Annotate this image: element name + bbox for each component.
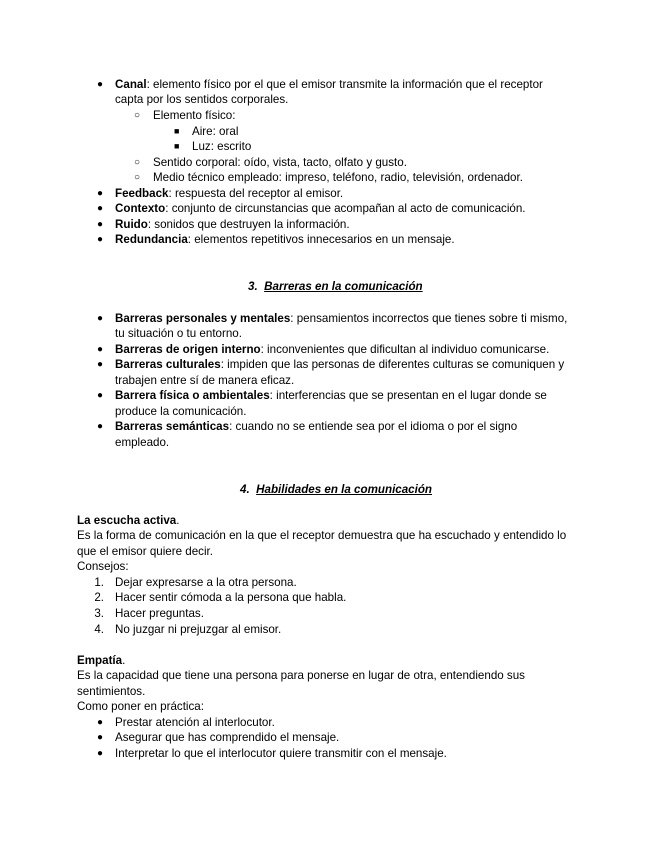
list-item-barreras-personales xyxy=(115,311,567,327)
bullet-icon: ● xyxy=(97,79,104,90)
list-item-feedback xyxy=(115,186,343,202)
list-item: Prestar atención al interlocutor. xyxy=(115,716,275,729)
numbered-item: Hacer sentir cómoda a la persona que habla. xyxy=(115,591,347,604)
list-number: 1. xyxy=(94,576,104,589)
list-number: 4. xyxy=(94,623,104,636)
term: Ruido xyxy=(115,218,148,231)
numbered-item: Dejar expresarse a la otra persona. xyxy=(115,576,297,589)
list-item-barrera-fisica xyxy=(115,388,547,404)
paragraph-line: sentimientos. xyxy=(77,685,146,698)
bullet-icon: ● xyxy=(97,234,104,245)
bullet-icon: ● xyxy=(97,313,104,324)
numbered-item: No juzgar ni prejuzgar al emisor. xyxy=(115,623,282,636)
circle-bullet-icon: ○ xyxy=(134,172,141,183)
section-title: Barreras en la comunicación xyxy=(264,280,423,293)
square-bullet-icon: ■ xyxy=(174,126,180,136)
term: Barrera física o ambientales xyxy=(115,389,270,402)
section-title: Habilidades en la comunicación xyxy=(256,483,433,496)
definition: : pensamientos incorrectos que tienes sobre ti mismo, xyxy=(290,312,568,325)
section-4-heading xyxy=(240,482,432,498)
list-item-continuation: empleado. xyxy=(115,436,170,449)
practica-label: Como poner en práctica: xyxy=(77,700,204,713)
subheading-text: La escucha activa xyxy=(77,514,177,527)
subheading-empatia xyxy=(77,653,125,669)
bullet-icon: ● xyxy=(97,344,104,355)
sub-item-sentido-corporal: Sentido corporal: oído, vista, tacto, olfato y gusto. xyxy=(153,156,407,169)
list-item-canal-continuation: capta por los sentidos corporales. xyxy=(115,93,289,106)
circle-bullet-icon: ○ xyxy=(134,157,141,168)
bullet-icon: ● xyxy=(97,203,104,214)
sub-sub-item-luz: Luz: escrito xyxy=(192,140,252,153)
consejos-label: Consejos: xyxy=(77,560,129,573)
square-bullet-icon: ■ xyxy=(174,141,180,151)
term: Barreras semánticas xyxy=(115,420,230,433)
list-number: 2. xyxy=(94,591,104,604)
definition: : conjunto de circunstancias que acompañan al acto de comunicación. xyxy=(165,202,526,215)
paragraph-line: que el emisor quiere decir. xyxy=(77,545,213,558)
list-item-barreras-culturales xyxy=(115,357,564,373)
paragraph-line: Es la capacidad que tiene una persona para ponerse en lugar de otra, entendiendo sus xyxy=(77,669,525,682)
definition: : cuando no se entiende sea por el idioma o por el signo xyxy=(229,420,518,433)
bullet-icon: ● xyxy=(97,390,104,401)
subheading-dot: . xyxy=(176,514,180,527)
list-number: 3. xyxy=(94,607,104,620)
term: Redundancia xyxy=(115,233,188,246)
subheading-text: Empatía xyxy=(77,654,123,667)
term: Barreras culturales xyxy=(115,358,221,371)
section-3-heading xyxy=(248,279,423,295)
numbered-item: Hacer preguntas. xyxy=(115,607,204,620)
bullet-icon: ● xyxy=(97,717,104,728)
subheading-escucha-activa xyxy=(77,513,179,529)
definition: : sonidos que destruyen la información. xyxy=(147,218,350,231)
term: Barreras personales y mentales xyxy=(115,312,291,325)
term: Canal xyxy=(115,78,147,91)
paragraph-line: Es la forma de comunicación en la que el receptor demuestra que ha escuchado y entendido lo xyxy=(77,529,567,542)
list-item-barreras-origen-interno xyxy=(115,342,549,358)
list-item-ruido xyxy=(115,217,350,233)
bullet-icon: ● xyxy=(97,748,104,759)
bullet-icon: ● xyxy=(97,188,104,199)
definition: : inconvenientes que dificultan al individuo comunicarse. xyxy=(260,343,550,356)
definition: : elementos repetitivos innecesarios en un mensaje. xyxy=(187,233,455,246)
list-item-contexto xyxy=(115,201,526,217)
subheading-dot: . xyxy=(122,654,126,667)
sub-sub-item-aire: Aire: oral xyxy=(192,125,239,138)
list-item-barreras-semanticas xyxy=(115,419,517,435)
section-number: 3. xyxy=(248,280,258,293)
bullet-icon: ● xyxy=(97,219,104,230)
definition: : interferencias que se presentan en el lugar donde se xyxy=(269,389,547,402)
bullet-icon: ● xyxy=(97,732,104,743)
sub-item-medio-tecnico: Medio técnico empleado: impreso, teléfono, radio, televisión, ordenador. xyxy=(153,171,523,184)
term: Contexto xyxy=(115,202,166,215)
list-item-redundancia xyxy=(115,232,455,248)
definition: : elemento físico por el que el emisor transmite la información que el receptor xyxy=(146,78,543,91)
list-item: Interpretar lo que el interlocutor quiere transmitir con el mensaje. xyxy=(115,747,447,760)
section-number: 4. xyxy=(240,483,250,496)
sub-item-elemento-fisico: Elemento físico: xyxy=(153,109,236,122)
bullet-icon: ● xyxy=(97,359,104,370)
definition: : impiden que las personas de diferentes culturas se comuniquen y xyxy=(220,358,565,371)
term: Feedback xyxy=(115,187,169,200)
list-item-canal xyxy=(115,77,543,93)
term: Barreras de origen interno xyxy=(115,343,261,356)
list-item-continuation: trabajen entre sí de manera eficaz. xyxy=(115,374,295,387)
definition: : respuesta del receptor al emisor. xyxy=(168,187,344,200)
list-item: Asegurar que has comprendido el mensaje. xyxy=(115,731,340,744)
list-item-continuation: tu situación o tu entorno. xyxy=(115,327,242,340)
circle-bullet-icon: ○ xyxy=(134,110,141,121)
list-item-continuation: produce la comunicación. xyxy=(115,405,247,418)
bullet-icon: ● xyxy=(97,421,104,432)
